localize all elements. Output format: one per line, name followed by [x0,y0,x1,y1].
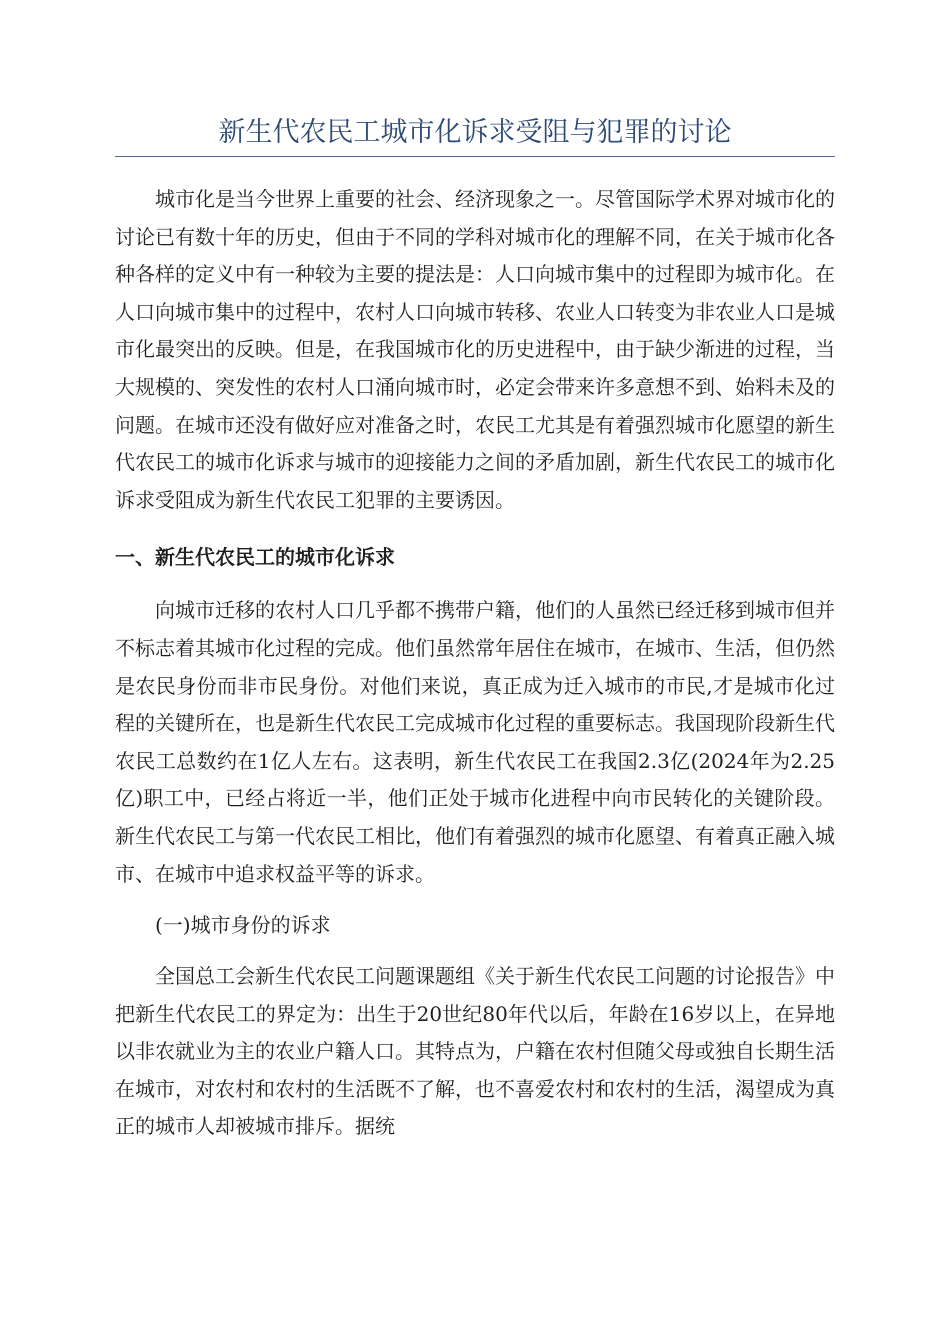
title-underline [115,156,835,157]
section-heading: 一、新生代农民工的城市化诉求 [115,545,395,570]
section-paragraph: 向城市迁移的农村人口几乎都不携带户籍，他们的人虽然已经迁移到城市但并不标志着其城市化过程的完成。他们虽然常年居住在城市，在城市、生活，但仍然是农民身份而非市民身份。对他们来说，真正成为迁入城市的市民,才是城市化过程的关键所在，也是新生代农民工完成城市化过程的重要标志。我国现阶段新生代农民工总数约在1亿人左右。这表明，新生代农民工在我国2.3亿(2024年为2.25亿)职工中，已经占将近一半，他们正处于城市化进程中向市民转化的关键阶段。新生代农民工与第一代农民工相比，他们有着强烈的城市化愿望、有着真正融入城市、在城市中追求权益平等的诉求。 [115,598,835,886]
subsection-heading: (一)城市身份的诉求 [155,913,331,938]
document-page [115,110,835,1146]
intro-paragraph: 城市化是当今世界上重要的社会、经济现象之一。尽管国际学术界对城市化的讨论已有数十年的历史，但由于不同的学科对城市化的理解不同，在关于城市化各种各样的定义中有一种较为主要的提法是：人口向城市集中的过程即为城市化。在人口向城市集中的过程中，农村人口向城市转移、农业人口转变为非农业人口是城市化最突出的反映。但是，在我国城市化的历史进程中，由于缺少渐进的过程，当大规模的、突发性的农村人口涌向城市时，必定会带来许多意想不到、始料未及的问题。在城市还没有做好应对准备之时，农民工尤其是有着强烈城市化愿望的新生代农民工的城市化诉求与城市的迎接能力之间的矛盾加剧，新生代农民工的城市化诉求受阻成为新生代农民工犯罪的主要诱因。 [115,187,835,512]
subsection-paragraph: 全国总工会新生代农民工问题课题组《关于新生代农民工问题的讨论报告》中把新生代农民工的界定为：出生于20世纪80年代以后，年龄在16岁以上，在异地以非农就业为主的农业户籍人口。其特点为，户籍在农村但随父母或独自长期生活在城市，对农村和农村的生活既不了解，也不喜爱农村和农村的生活，渴望成为真正的城市人却被城市排斥。据统 [115,964,835,1139]
document-title: 新生代农民工城市化诉求受阻与犯罪的讨论 [218,117,732,148]
